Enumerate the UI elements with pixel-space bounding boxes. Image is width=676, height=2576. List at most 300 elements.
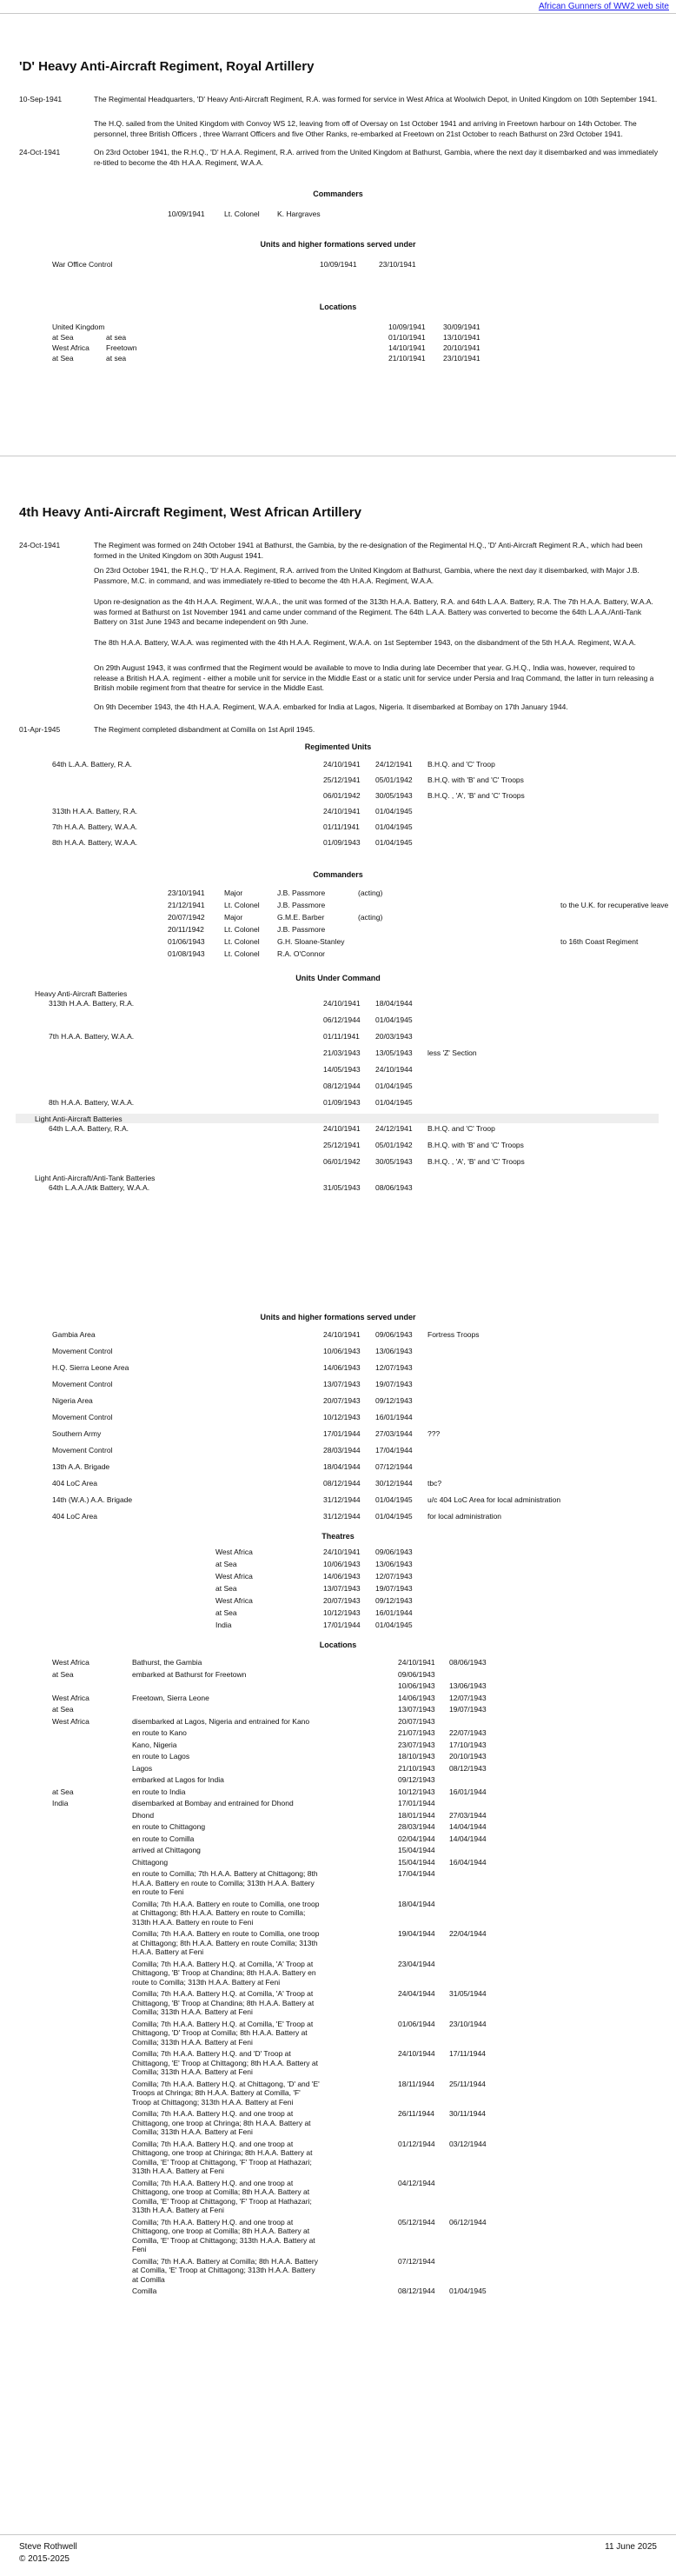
formation-to: 30/12/1944 [375, 1479, 413, 1488]
formation-from: 24/10/1941 [323, 1330, 361, 1339]
unit-to: 01/04/1945 [375, 822, 413, 831]
unit-from: 24/10/1941 [323, 807, 361, 815]
theatre-name: India [215, 1621, 232, 1629]
location-place-line: Comilla; 313th H.A.A. Battery at Feni [132, 2067, 253, 2076]
theatre-to: 16/01/1944 [375, 1608, 413, 1617]
location-place-group [132, 1822, 384, 1832]
theatre-to: 13/06/1943 [375, 1560, 413, 1568]
location-from: 24/10/1944 [398, 2049, 435, 2058]
unit-from: 21/03/1943 [323, 1048, 361, 1057]
unit-to: 30/05/1943 [375, 791, 413, 800]
location-to: 22/04/1944 [449, 1929, 487, 1938]
formation-from: 10/12/1943 [323, 1413, 361, 1421]
location-to: 08/06/1943 [449, 1658, 487, 1667]
location-place-line: disembarked at Bombay and entrained for Dhond [132, 1799, 294, 1807]
location-place-group [132, 2140, 384, 2176]
location-from: 09/12/1943 [398, 1775, 435, 1784]
location-place-group [132, 1670, 384, 1680]
formation-to: 23/10/1941 [379, 260, 416, 269]
entry-paragraph: The 8th H.A.A. Battery, W.A.A. was regimented with the 4th H.A.A. Regiment, W.A.A. on 1st September 1943, on the disbandment of the 5th H.A.A. Regiment, W.A.A. [94, 638, 636, 647]
unit-from: 01/11/1941 [323, 822, 360, 831]
location-to: 17/10/1943 [449, 1740, 487, 1749]
location-place-line: en route to Kano [132, 1728, 187, 1737]
location-place-line: Comilla; 7th H.A.A. Battery H.Q. at Comilla, 'A' Troop at [132, 1989, 314, 1998]
formation-from: 31/12/1944 [323, 1495, 361, 1504]
location-place-line: en route to Comilla; 7th H.A.A. Battery at Chittagong; 8th [132, 1869, 318, 1878]
location-place-line: 313th H.A.A. Battery at Feni [132, 2167, 224, 2175]
location-place-line: Comilla, 'E' Troop at Chittagong, 'F' Troop at Hathazari; [132, 2196, 312, 2206]
location-place-line: Chittagong, 'E' Troop at Chittagong; 8th H.A.A. Battery at [132, 2058, 318, 2067]
commander-note: to 16th Coast Regiment [560, 937, 639, 946]
location-place-line: Chittagong, one troop at Comilla; 8th H.A.A. Battery at [132, 2227, 310, 2235]
location-place-line: 313th H.A.A. Battery at Feni [132, 2206, 224, 2214]
unit-to: 18/04/1944 [375, 999, 413, 1008]
location-place-group [132, 1869, 384, 1897]
commander-name: K. Hargraves [277, 210, 321, 218]
unit-from: 25/12/1941 [323, 775, 361, 784]
formation-from: 18/04/1944 [323, 1462, 361, 1471]
location-place-group [132, 1717, 384, 1727]
location-from: 26/11/1944 [398, 2109, 434, 2118]
formation-name: Movement Control [52, 1413, 113, 1421]
commander-date: 21/12/1941 [168, 901, 205, 909]
location-area: United Kingdom [52, 323, 105, 331]
formation-to: 27/03/1944 [375, 1429, 413, 1438]
location-to: 01/04/1945 [449, 2286, 487, 2295]
location-from: 21/10/1941 [388, 354, 426, 363]
location-place-line: Comilla; 7th H.A.A. Battery H.Q. and one troop at [132, 2139, 294, 2148]
location-place-group [132, 1929, 384, 1957]
location-place-line: Comilla; 313th H.A.A. Battery at Feni [132, 2127, 253, 2136]
location-place-line: embarked at Bathurst for Freetown [132, 1669, 247, 1679]
formation-from: 08/12/1944 [323, 1479, 361, 1488]
unit-name: 64th L.A.A./Atk Battery, W.A.A. [49, 1183, 150, 1192]
commander-date: 01/08/1943 [168, 949, 205, 958]
location-from: 05/12/1944 [398, 2217, 435, 2227]
location-place-line: en route to Chittagong [132, 1822, 206, 1831]
location-from: 09/06/1943 [398, 1669, 435, 1679]
location-from: 18/04/1944 [398, 1899, 435, 1908]
location-place-line: Chittagong, one troop at Comilla; 8th H.A.A. Battery at [132, 2187, 310, 2196]
location-area: India [52, 1799, 69, 1807]
unit-from: 01/09/1943 [323, 838, 361, 847]
formation-from: 13/07/1943 [323, 1380, 361, 1388]
unit-from: 06/01/1942 [323, 1157, 361, 1166]
theatre-from: 10/06/1943 [323, 1560, 361, 1568]
location-place-line: Chittagong, 'D' Troop at Comilla; 8th H.A.A. Battery at [132, 2028, 308, 2037]
location-to: 27/03/1944 [449, 1810, 487, 1820]
theatre-name: West Africa [215, 1572, 253, 1581]
formation-name: Movement Control [52, 1347, 113, 1355]
location-place-line: Comilla; 7th H.A.A. Battery H.Q. at Chittagong, 'D' and 'E' [132, 2079, 320, 2088]
footer-author: Steve Rothwell [19, 2542, 77, 2552]
unit-from: 06/01/1942 [323, 791, 361, 800]
entry-date: 24-Oct-1941 [19, 148, 61, 156]
location-area: West Africa [52, 1693, 89, 1702]
location-to: 20/10/1943 [449, 1752, 487, 1761]
commander-name: J.B. Passmore [277, 889, 326, 897]
location-place-group [132, 2049, 384, 2077]
formation-from: 31/12/1944 [323, 1512, 361, 1521]
location-from: 24/04/1944 [398, 1989, 435, 1998]
location-place-group [132, 2218, 384, 2254]
location-place-group [132, 1728, 384, 1738]
location-to: 13/06/1943 [449, 1681, 487, 1690]
unit-group-heading: Heavy Anti-Aircraft Batteries [35, 989, 128, 998]
unit-name: 7th H.A.A. Battery, W.A.A. [52, 822, 138, 831]
unit-to: 01/04/1945 [375, 1082, 413, 1090]
location-to: 13/10/1941 [443, 333, 480, 342]
top-divider [0, 13, 676, 14]
location-to: 14/04/1944 [449, 1822, 487, 1831]
unit-note: B.H.Q. and 'C' Troop [427, 760, 495, 769]
location-from: 21/10/1943 [398, 1763, 435, 1773]
location-to: 23/10/1941 [443, 354, 480, 363]
commander-name: J.B. Passmore [277, 901, 326, 909]
location-area: at Sea [52, 333, 74, 342]
location-place-group [132, 1960, 384, 1987]
location-from: 10/09/1941 [388, 323, 426, 331]
location-place-line: Comilla [132, 2286, 157, 2295]
unit-to: 01/04/1945 [375, 1015, 413, 1024]
formation-from: 10/06/1943 [323, 1347, 361, 1355]
formation-to: 07/12/1944 [375, 1462, 413, 1471]
location-place-line: Comilla; 7th H.A.A. Battery H.Q. and one troop at [132, 2178, 294, 2187]
location-place-group [132, 1741, 384, 1750]
location-area: West Africa [52, 1658, 89, 1667]
formation-from: 14/06/1943 [323, 1363, 361, 1372]
location-place-line: Comilla, 'E' Troop at Chittagong; 313th H.A.A. Battery at [132, 2235, 315, 2245]
location-place-line: Chittagong, 'B' Troop at Chandina; 8th H.A.A. Battery en [132, 1968, 316, 1977]
location-to: 22/07/1943 [449, 1728, 487, 1737]
location-place-line: Comilla; 7th H.A.A. Battery H.Q. at Comilla, 'A' Troop at [132, 1959, 314, 1968]
locations-title: Locations [319, 303, 357, 311]
entry-paragraph: On 23rd October 1941, the R.H.Q., 'D' H.A.A. Regiment, R.A. arrived from the United Kingdom at Bathurst, Gambia, where the next day it disembarked and was immediately re-titled to become the 4th H.A.A. Regiment, W.A.A. [94, 148, 659, 167]
location-to: 16/04/1944 [449, 1857, 487, 1867]
location-to: 08/12/1943 [449, 1763, 487, 1773]
location-place-line: Comilla; 313th H.A.A. Battery at Feni [132, 2007, 253, 2016]
location-place-line: Comilla; 7th H.A.A. Battery H.Q. and 'D' Troop at [132, 2049, 291, 2058]
unit-name: 8th H.A.A. Battery, W.A.A. [52, 838, 138, 847]
unit-to: 05/01/1942 [375, 775, 413, 784]
location-place-group [132, 1775, 384, 1785]
location-to: 31/05/1944 [449, 1989, 487, 1998]
location-place-group [132, 2257, 384, 2285]
commander-date: 20/07/1942 [168, 913, 205, 922]
location-place-line: at Comilla, 'E' Troop at Chittagong; 313th H.A.A. Battery [132, 2266, 315, 2274]
location-place-line: Chittagong [132, 1857, 169, 1867]
formation-to: 09/12/1943 [375, 1396, 413, 1405]
location-place-line: Comilla, 'E' Troop at Chittagong, 'F' Troop at Hathazari; [132, 2157, 312, 2167]
locations-title: Locations [319, 1641, 357, 1649]
location-place-group [132, 1834, 384, 1844]
location-from: 19/04/1944 [398, 1929, 435, 1938]
unit-from: 31/05/1943 [323, 1183, 361, 1192]
commander-name: G.H. Sloane-Stanley [277, 937, 345, 946]
commander-status: (acting) [358, 913, 383, 922]
formation-note: u/c 404 LoC Area for local administration [427, 1495, 561, 1504]
location-place-line: Dhond [132, 1810, 155, 1820]
location-from: 18/01/1944 [398, 1810, 435, 1820]
formation-note: tbc? [427, 1479, 442, 1488]
unit-from: 24/10/1941 [323, 999, 361, 1008]
location-to: 20/10/1941 [443, 343, 480, 352]
location-to: 16/01/1944 [449, 1787, 487, 1796]
location-place-line: en route to Feni [132, 1887, 184, 1896]
location-place-line: Lagos [132, 1763, 153, 1773]
theatre-from: 24/10/1941 [323, 1548, 361, 1556]
location-from: 10/12/1943 [398, 1787, 435, 1796]
entry-date: 24-Oct-1941 [19, 541, 61, 549]
commanders-title: Commanders [313, 870, 363, 879]
location-place-line: en route to Comilla [132, 1834, 195, 1843]
location-from: 01/10/1941 [388, 333, 426, 342]
location-place-line: Feni [132, 2245, 147, 2253]
location-to: 23/10/1944 [449, 2019, 487, 2028]
location-from: 17/01/1944 [398, 1799, 435, 1807]
location-place-group [132, 1858, 384, 1867]
theatre-name: at Sea [215, 1608, 237, 1617]
unit-from: 01/11/1941 [323, 1032, 360, 1041]
unit-note: B.H.Q. with 'B' and 'C' Troops [427, 775, 524, 784]
location-place-group [132, 1811, 384, 1821]
location-from: 24/10/1941 [398, 1658, 435, 1667]
entry-paragraph: The Regiment completed disbandment at Comilla on 1st April 1945. [94, 725, 315, 734]
commander-rank: Lt. Colonel [224, 925, 260, 934]
unit-from: 24/10/1941 [323, 1124, 361, 1133]
formation-from: 28/03/1944 [323, 1446, 361, 1454]
unit-note: B.H.Q. and 'C' Troop [427, 1124, 495, 1133]
formation-note: for local administration [427, 1512, 502, 1521]
section-title-4th-haa: 4th Heavy Anti-Aircraft Regiment, West African Artillery [19, 505, 361, 520]
commander-date: 23/10/1941 [168, 889, 205, 897]
entry-date: 01-Apr-1945 [19, 725, 61, 734]
formation-name: 14th (W.A.) A.A. Brigade [52, 1495, 133, 1504]
location-place-group [132, 1658, 384, 1667]
location-place-line: Comilla; 7th H.A.A. Battery H.Q. and one troop at [132, 2217, 294, 2227]
commander-rank: Major [224, 889, 243, 897]
unit-name: 313th H.A.A. Battery, R.A. [52, 807, 138, 815]
location-from: 10/06/1943 [398, 1681, 435, 1690]
unit-from: 06/12/1944 [323, 1015, 361, 1024]
units-under-command-title: Units Under Command [295, 974, 381, 982]
unit-group-heading: Light Anti-Aircraft/Anti-Tank Batteries [35, 1174, 156, 1182]
unit-to: 13/05/1943 [375, 1048, 413, 1057]
unit-name: 313th H.A.A. Battery, R.A. [49, 999, 135, 1008]
formation-to: 01/04/1945 [375, 1512, 413, 1521]
unit-name: 7th H.A.A. Battery, W.A.A. [49, 1032, 135, 1041]
unit-from: 08/12/1944 [323, 1082, 361, 1090]
location-place-line: en route to India [132, 1787, 186, 1796]
location-from: 01/12/1944 [398, 2139, 435, 2148]
location-place-line: Comilla; 7th H.A.A. Battery H.Q. and one troop at [132, 2109, 294, 2118]
location-area: at Sea [52, 1787, 74, 1796]
location-place-line: at Chittagong; 8th H.A.A. Battery en route Comilla; 313th [132, 1938, 318, 1947]
location-from: 17/04/1944 [398, 1869, 435, 1878]
formation-name: Southern Army [52, 1429, 102, 1438]
formation-note: ??? [427, 1429, 441, 1438]
location-place-group [132, 1799, 384, 1808]
location-to: 14/04/1944 [449, 1834, 487, 1843]
location-place-group [132, 1989, 384, 2017]
location-place-line: H.A.A. Battery en route to Comilla; 313th H.A.A. Battery [132, 1878, 315, 1887]
location-place-line: Freetown, Sierra Leone [132, 1693, 209, 1702]
unit-to: 01/04/1945 [375, 1098, 413, 1107]
location-to: 25/11/1944 [449, 2079, 486, 2088]
location-place-line: Bathurst, the Gambia [132, 1658, 202, 1667]
location-place-line: 313th H.A.A. Battery en route to Feni [132, 1917, 254, 1927]
location-place-group [132, 1764, 384, 1774]
unit-note: less 'Z' Section [427, 1048, 477, 1057]
formation-to: 16/01/1944 [375, 1413, 413, 1421]
location-place-group [132, 1787, 384, 1797]
unit-to: 30/05/1943 [375, 1157, 413, 1166]
formation-to: 19/07/1943 [375, 1380, 413, 1388]
location-from: 20/07/1943 [398, 1716, 435, 1726]
unit-to: 24/12/1941 [375, 760, 413, 769]
location-place-line: route to Comilla; 313th H.A.A. Battery at Feni [132, 1977, 281, 1987]
location-to: 12/07/1943 [449, 1693, 487, 1702]
section-title-d-haa: 'D' Heavy Anti-Aircraft Regiment, Royal Artillery [19, 59, 315, 74]
commander-rank: Lt. Colonel [224, 901, 260, 909]
location-from: 14/10/1941 [388, 343, 426, 352]
location-from: 07/12/1944 [398, 2256, 435, 2266]
theatre-from: 10/12/1943 [323, 1608, 361, 1617]
commander-name: J.B. Passmore [277, 925, 326, 934]
location-to: 19/07/1943 [449, 1705, 487, 1714]
location-from: 21/07/1943 [398, 1728, 435, 1737]
location-place-line: Comilla; 7th H.A.A. Battery en route to Comilla, one troop [132, 1929, 320, 1938]
formation-name: Movement Control [52, 1446, 113, 1454]
location-place-line: Comilla; 7th H.A.A. Battery at Comilla; 8th H.A.A. Battery [132, 2256, 318, 2266]
location-place-group [132, 1694, 384, 1703]
formation-name: Gambia Area [52, 1330, 96, 1339]
location-place-group [132, 2109, 384, 2137]
entry-paragraph: Upon re-designation as the 4th H.A.A. Regiment, W.A.A., the unit was formed of the 313th H.A.A. Battery, R.A. and 64th L.A.A. Battery, R.A. The 7th H.A.A. Battery, W.A.A. was formed at Bathurst on 1st November 1941 and came under command of the Regiment. The 64th L.A.A. Battery was converted to become the 64th L.A.A./Anti-Tank Battery on 31st June 1943 and became independent on 9th June. [94, 597, 653, 626]
location-from: 18/11/1944 [398, 2079, 434, 2088]
commander-status: (acting) [358, 889, 383, 897]
entry-paragraph: On 29th August 1943, it was confirmed that the Regiment would be available to move to India during late December that year. G.H.Q., India was, however, required to release a British H.A.A. regiment - either a mobile unit for service in the Middle East or a static unit for service under Persia and Iraq Command, the latter in turn releasing a British mobile regiment from that theatre for service in the Middle East. [94, 663, 654, 692]
unit-from: 24/10/1941 [323, 760, 361, 769]
location-place-line: at Comilla [132, 2274, 165, 2284]
formation-name: War Office Control [52, 260, 113, 269]
commander-rank: Lt. Colonel [224, 210, 260, 218]
location-place-group [132, 2020, 384, 2047]
location-place-group [132, 1900, 384, 1927]
theatre-to: 01/04/1945 [375, 1621, 413, 1629]
location-place-line: Chittagong, one troop at Chiringa; 8th H.A.A. Battery at [132, 2148, 313, 2157]
location-to: 30/09/1941 [443, 323, 480, 331]
unit-to: 20/03/1943 [375, 1032, 413, 1041]
theatres-title: Theatres [321, 1532, 355, 1541]
entry-paragraph: The Regimental Headquarters, 'D' Heavy Anti-Aircraft Regiment, R.A. was formed for service in West Africa at Woolwich Depot, in United Kingdom on 10th September 1941. [94, 95, 658, 103]
location-to: 17/11/1944 [449, 2049, 486, 2058]
formation-to: 09/06/1943 [375, 1330, 413, 1339]
location-place-line: Comilla; 7th H.A.A. Battery en route to Comilla, one troop [132, 1899, 320, 1908]
location-place-line: H.A.A. Battery at Feni [132, 1947, 204, 1956]
formation-name: Movement Control [52, 1380, 113, 1388]
location-place-line: Chittagong, one troop at Chringa; 8th H.A.A. Battery at [132, 2118, 311, 2127]
unit-note: B.H.Q. , 'A', 'B' and 'C' Troops [427, 1157, 525, 1166]
theatre-name: West Africa [215, 1596, 253, 1605]
site-home-link[interactable]: African Gunners of WW2 web site [538, 2, 669, 11]
commander-name: G.M.E. Barber [277, 913, 325, 922]
location-from: 18/10/1943 [398, 1752, 435, 1761]
location-place-line: Comilla; 313th H.A.A. Battery at Feni [132, 2037, 253, 2047]
unit-to: 08/06/1943 [375, 1183, 413, 1192]
location-from: 15/04/1944 [398, 1857, 435, 1867]
location-place-line: Kano, Nigeria [132, 1740, 177, 1749]
location-place-line: Comilla; 7th H.A.A. Battery H.Q. at Comilla, 'E' Troop at [132, 2019, 314, 2028]
formation-name: H.Q. Sierra Leone Area [52, 1363, 129, 1372]
location-place-line: en route to Lagos [132, 1752, 190, 1761]
location-place-line: Chittagong, 'B' Troop at Chandina; 8th H.A.A. Battery at [132, 1998, 315, 2007]
unit-name: 8th H.A.A. Battery, W.A.A. [49, 1098, 135, 1107]
location-to: 03/12/1944 [449, 2139, 487, 2148]
location-place-line: embarked at Lagos for India [132, 1775, 224, 1784]
entry-paragraph: The H.Q. sailed from the United Kingdom with Convoy WS 12, leaving from off of Oversay on 1st October 1941 and arriving in Freetown harbour on 14th October. The personnel, three British Officers , three Warrant Officers and five Other Ranks, re-embarked at Freetown on 21st October to reach Bathurst on 23rd October 1941. [94, 119, 637, 138]
unit-group-heading: Light Anti-Aircraft Batteries [35, 1115, 123, 1123]
entry-date: 10-Sep-1941 [19, 95, 63, 103]
theatre-name: at Sea [215, 1560, 237, 1568]
theatre-from: 14/06/1943 [323, 1572, 361, 1581]
regimented-units-title: Regimented Units [304, 742, 372, 751]
location-place: at sea [106, 354, 127, 363]
entry-paragraph: On 9th December 1943, the 4th H.A.A. Regiment, W.A.A. embarked for India at Lagos, Nigeria. It disembarked at Bombay on 17th January 1944. [94, 702, 568, 711]
entry-paragraph: The Regiment was formed on 24th October 1941 at Bathurst, the Gambia, by the re-designation of the Regimental H.Q., 'D' Anti-Aircraft Regiment R.A., which had been formed in the United Kingdom on 30th August 1941. [94, 541, 643, 560]
location-from: 28/03/1944 [398, 1822, 435, 1831]
location-place-group [132, 2179, 384, 2215]
location-from: 04/12/1944 [398, 2178, 435, 2187]
location-place-group [132, 2080, 384, 2107]
location-area: West Africa [52, 1716, 89, 1726]
unit-to: 01/04/1945 [375, 807, 413, 815]
commander-name: R.A. O'Connor [277, 949, 326, 958]
location-place: at sea [106, 333, 127, 342]
commander-rank: Lt. Colonel [224, 949, 260, 958]
footer-copyright: © 2015-2025 [19, 2554, 70, 2564]
location-from: 08/12/1944 [398, 2286, 435, 2295]
unit-name: 64th L.A.A. Battery, R.A. [52, 760, 132, 769]
location-from: 01/06/1944 [398, 2019, 435, 2028]
location-place: Freetown [106, 343, 137, 352]
location-area: West Africa [52, 343, 89, 352]
location-to: 06/12/1944 [449, 2217, 487, 2227]
theatre-from: 17/01/1944 [323, 1621, 361, 1629]
location-from: 23/04/1944 [398, 1959, 435, 1968]
theatre-to: 19/07/1943 [375, 1584, 413, 1593]
location-place-line: disembarked at Lagos, Nigeria and entrained for Kano [132, 1716, 310, 1726]
unit-to: 05/01/1942 [375, 1141, 413, 1149]
formation-name: 13th A.A. Brigade [52, 1462, 110, 1471]
unit-to: 24/10/1944 [375, 1065, 413, 1074]
formation-to: 13/06/1943 [375, 1347, 413, 1355]
location-area: at Sea [52, 1669, 74, 1679]
theatre-name: West Africa [215, 1548, 253, 1556]
location-place-line: arrived at Chittagong [132, 1846, 201, 1854]
location-from: 13/07/1943 [398, 1705, 435, 1714]
formations-title: Units and higher formations served under [260, 240, 416, 249]
commander-date: 20/11/1942 [168, 925, 204, 934]
formations-title: Units and higher formations served under [260, 1313, 416, 1321]
formation-from: 17/01/1944 [323, 1429, 361, 1438]
commander-date: 01/06/1943 [168, 937, 205, 946]
location-from: 02/04/1944 [398, 1834, 435, 1843]
commander-rank: Major [224, 913, 243, 922]
location-place-line: Troops at Chringa; 8th H.A.A. Battery at Comilla, 'F' [132, 2088, 301, 2097]
formation-name: Nigeria Area [52, 1396, 93, 1405]
formation-note: Fortress Troops [427, 1330, 480, 1339]
